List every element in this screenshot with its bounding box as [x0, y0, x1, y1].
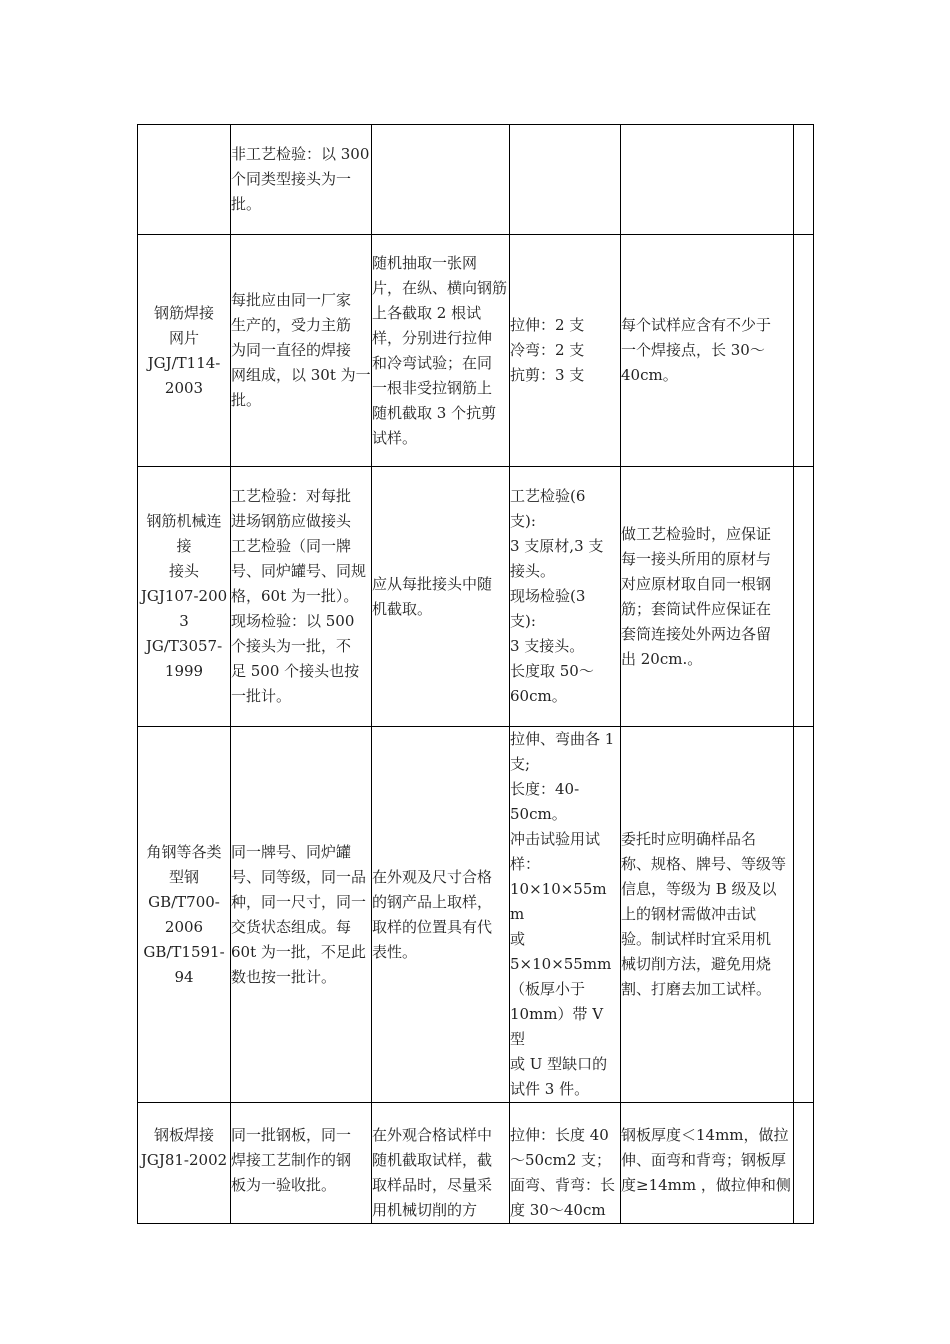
table-cell: 每个试样应含有不少于 一个焊接点，长 30～ 40cm。 — [621, 235, 794, 467]
table-cell: 角钢等各类 型钢 GB/T700- 2006 GB/T1591- 94 — [138, 727, 231, 1103]
table-cell: 同一牌号、同炉罐 号、同等级，同一品 种，同一尺寸，同一 交货状态组成。每 60t 为一批，不足此 数也按一批计。 — [231, 727, 372, 1103]
table-cell: 每批应由同一厂家 生产的，受力主筋 为同一直径的焊接 网组成，以 30t 为一 批。 — [231, 235, 372, 467]
table-cell: 拉伸：2 支 冷弯：2 支 抗剪：3 支 — [510, 235, 621, 467]
table-cell: 随机抽取一张网 片，在纵、横向钢筋 上各截取 2 根试 样，分别进行拉伸 和冷弯试验；在同 一根非受拉钢筋上 随机截取 3 个抗剪 试样。 — [372, 235, 510, 467]
table-cell: 拉伸：长度 40 ～50cm2 支； 面弯、背弯：长 度 30～40cm — [510, 1103, 621, 1224]
table-cell — [372, 125, 510, 235]
table-cell: 非工艺检验：以 300 个同类型接头为一 批。 — [231, 125, 372, 235]
table-cell: 在外观及尺寸合格 的钢产品上取样， 取样的位置具有代 表性。 — [372, 727, 510, 1103]
table-cell: 做工艺检验时，应保证 每一接头所用的原材与 对应原材取自同一根钢 筋；套筒试件应保证在 套筒连接处外两边各留 出 20cm.。 — [621, 467, 794, 727]
table-row — [138, 235, 814, 467]
table-row — [138, 727, 814, 1103]
table-cell: 钢板焊接 JGJ81-2002 — [138, 1103, 231, 1224]
table-cell: 工艺检验：对每批 进场钢筋应做接头 工艺检验（同一牌 号、同炉罐号、同规 格，60t 为一批）。 现场检验：以 500 个接头为一批，不 足 500 个接头也按 一批计。 — [231, 467, 372, 727]
table-cell — [621, 125, 794, 235]
table-row — [138, 467, 814, 727]
table-cell: 在外观合格试样中 随机截取试样，截 取样品时，尽量采 用机械切削的方 — [372, 1103, 510, 1224]
table-cell: 钢筋焊接 网片 JGJ/T114- 2003 — [138, 235, 231, 467]
table-cell — [794, 125, 814, 235]
table-cell — [510, 125, 621, 235]
table-cell: 应从每批接头中随 机截取。 — [372, 467, 510, 727]
table-cell: 钢筋机械连 接 接头 JGJ107-2003 JG/T3057- 1999 — [138, 467, 231, 727]
table-cell — [794, 727, 814, 1103]
table-row — [138, 1103, 814, 1224]
table-cell: 同一批钢板，同一 焊接工艺制作的钢 板为一验收批。 — [231, 1103, 372, 1224]
table-cell — [138, 125, 231, 235]
table-cell: 钢板厚度＜14mm，做拉 伸、面弯和背弯；钢板厚 度≥14mm ，做拉伸和侧 — [621, 1103, 794, 1224]
inspection-spec-table — [137, 124, 814, 1224]
table-cell — [794, 235, 814, 467]
table-cell — [794, 1103, 814, 1224]
table-cell: 委托时应明确样品名 称、规格、牌号、等级等 信息，等级为 B 级及以 上的钢材需做冲击试 验。制试样时宜采用机 械切削方法，避免用烧 割、打磨去加工试样。 — [621, 727, 794, 1103]
table-row — [138, 125, 814, 235]
table-cell: 工艺检验(6 支): 3 支原材,3 支 接头。 现场检验(3 支): 3 支接头。 长度取 50～ 60cm。 — [510, 467, 621, 727]
table-cell: 拉伸、弯曲各 1 支; 长度：40- 50cm。 冲击试验用试 样： 10×10×55mm 或 5×10×55mm （板厚小于 10mm）带 V 型 或 U 型缺口的 试件 3 件。 — [510, 727, 621, 1103]
table-cell — [794, 467, 814, 727]
